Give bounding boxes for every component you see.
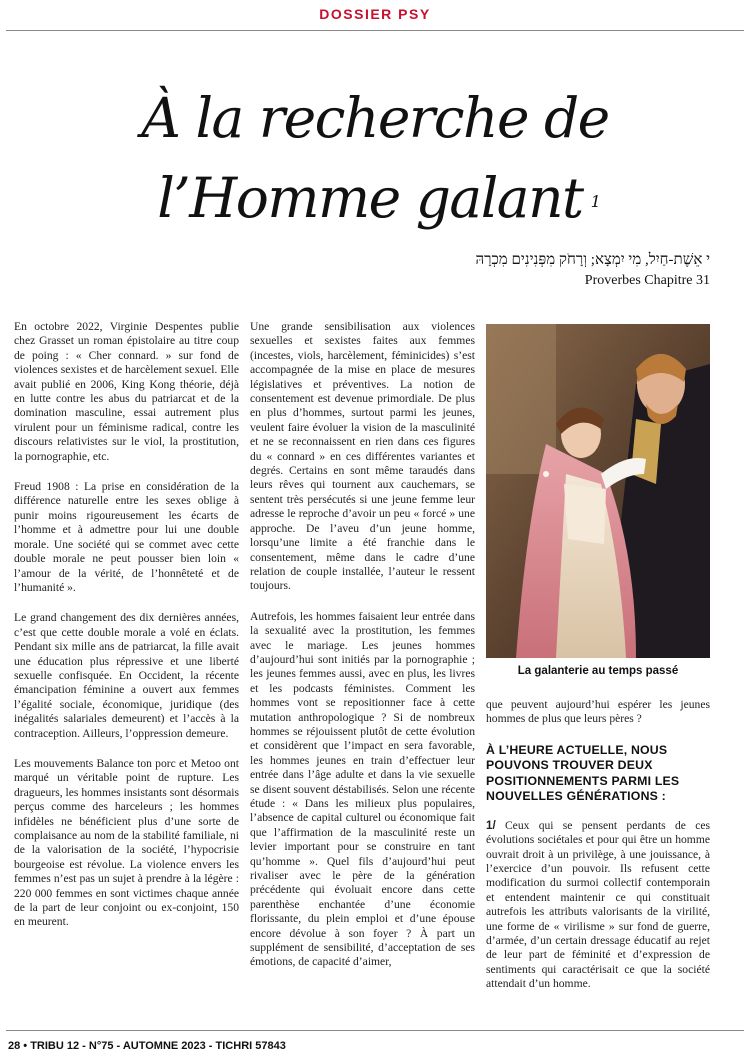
title-line-2	[0, 158, 750, 238]
footer-divider	[6, 1030, 744, 1031]
article-title	[0, 78, 750, 238]
title-line-1: À la recherche de	[141, 86, 609, 150]
paragraph: Les mouvements Balance ton porc et Metoo ont marqué un véritable point de rupture. Les dragueurs, les hommes insistants sont désormais perçus comme des harceleurs ; les hommes infidèles ne bénéficient plus d’une sorte de complaisance au nom de la stabilité familiale, ni de la valorisation de la société, l’hypocrisie bourgeoise est révolue. La violence envers les femmes n’est pas un sujet à prendre à la légère : 220 000 femmes en sont victimes chaque année de la part de leur conjoint ou ex-conjoint, 150 en meurent.	[14, 756, 239, 929]
section-kicker: DOSSIER PSY	[319, 6, 431, 22]
title-line-2-text: l’Homme galant	[157, 166, 583, 230]
page-footer: 28 • TRIBU 12 - N°75 - AUTOMNE 2023 - TICHRI 57843	[8, 1040, 286, 1052]
paragraph: Freud 1908 : La prise en considération de la différence naturelle entre les sexes oblige à punir moins rigoureusement les écarts de l’homme et à admettre pour lui une double morale. Une société qui se commet avec cette double morale ne peut pousser bien loin « l’amour de la vérité, de l’honnêteté et de l’humanité ».	[14, 480, 239, 594]
paragraph: Le grand changement des dix dernières années, c’est que cette double morale a volé en éclats. Pendant six mille ans de patriarcat, la fille avait une éducation plus répressive et une liberté sexuelle confisquée. En Occident, la récente émancipation féminine a ouvert aux femmes l’égalité sociale, économique, juridique (des inégalités salariales demeurent) et l’accès à la contraception. Ailleurs, l’oppression demeure.	[14, 611, 239, 740]
illustration-gallant-couple	[486, 324, 710, 658]
column-1	[14, 320, 239, 946]
column-2	[250, 320, 475, 986]
painting-image	[486, 324, 710, 658]
paragraph	[486, 819, 710, 992]
photo-caption: La galanterie au temps passé	[517, 665, 679, 677]
paragraph: Autrefois, les hommes faisaient leur entrée dans la sexualité avec la prostitution, les femmes avec le mariage. Les jeunes hommes d’aujourd’hui sont initiés par la pornographie ; les jeunes femmes aussi, avec en plus, les livres et les podcasts féministes. Comment les hommes vont se repositionner face à cette mutation anthropologique ? Si de nombreux hommes se réjouissent plutôt de cette évolution et considèrent que l’impact en sera favorable, les hommes jeunes en train d’effectuer leur entrée dans l’âge adulte et dans la vie sexuelle se disent souvent déstabilisés. Selon une récente étude : « Dans les milieux plus populaires, l’absence de capital culturel ou économique fait que l’affirmation de la masculinité reste un levier important pour se construire en tant qu’homme ». Quel fils d’aujourd’hui peut rivaliser avec le père de la génération précédente qui évoluait encore dans cette parenthèse enchantée d’une économie florissante, du plein emploi et d’une épouse encore dévolue à son foyer ? À part un supplément de sensibilité, d’acceptation de ses émotions, de capacité d’aimer,	[250, 609, 475, 969]
point-text: Ceux qui se pensent perdants de ces évolutions sociétales et pour qui être un homme ouvrait droit à un privilège, à une jouissance, à l’exercice d’un pouvoir. Ils refusent cette modification du surmoi collectif contemporain et entendent maintenir ce qui constituait autrefois les attributs valorisants de la virilité, une forme de « virilisme » sur fond de guerre, d’armée, d’un certain dressage éducatif au rejet de leur part de féminité et d’expression de sentiments qui caractérisait ce que la société attendait d’un homme.	[486, 818, 710, 991]
section-subheading: À L’HEURE ACTUELLE, NOUS POUVONS TROUVER DEUX POSITIONNEMENTS PARMI LES NOUVELLES GÉNÉRATIONS :	[486, 742, 680, 804]
paragraph: que peuvent aujourd’hui espérer les jeunes hommes de plus que leurs pères ?	[486, 698, 710, 726]
epigraph-hebrew: י אֵשֶׁת-חַיִל, מִי יִמְצָא; וְרָחֹק מִפְּנִינִים מִכְרָהּ	[475, 252, 710, 268]
paragraph: En octobre 2022, Virginie Despentes publie chez Grasset un roman épistolaire au titre coup de poing : « Cher connard. » sur fond de violences sexistes et de harcèlement sexuel. Elle avait publié en 2006, King Kong théorie, déjà en lutte contre les abus du patriarcat et de la domination masculine, essai autrement plus virulent pour un féminisme radical, contre les discours relativistes sur le viol, la prostitution, la pornographie, etc.	[14, 320, 239, 463]
header-divider	[6, 30, 744, 31]
title-footnote-mark: 1	[590, 192, 601, 211]
column-3	[486, 698, 710, 1008]
point-number: 1/	[486, 818, 496, 832]
paragraph: Une grande sensibilisation aux violences sexuelles et sexistes faites aux femmes (incestes, viols, harcèlement, féminicides) s’est accompagnée de la mise en place de mesures législatives et préventives. La notion de consentement est devenue primordiale. De plus en plus d’hommes, surtout parmi les jeunes, veulent faire évoluer la vision de la masculinité et ne se reconnaissent en rien dans ces figures du « connard » en ces différentes variantes et degrés. Certains en sont même taraudés dans leurs rêves qui tournent aux cauchemars, se sentent très persécutés si une jeune femme leur adresse le reproche d’avoir un peu « forcé » une approche. De l’aveu d’un jeune homme, lorsqu’une limite a été franchie dans le consentement, même dans le cadre d’une relation de couple installée, l’auteur le ressent toujours.	[250, 320, 475, 593]
epigraph-source: Proverbes Chapitre 31	[584, 273, 710, 288]
